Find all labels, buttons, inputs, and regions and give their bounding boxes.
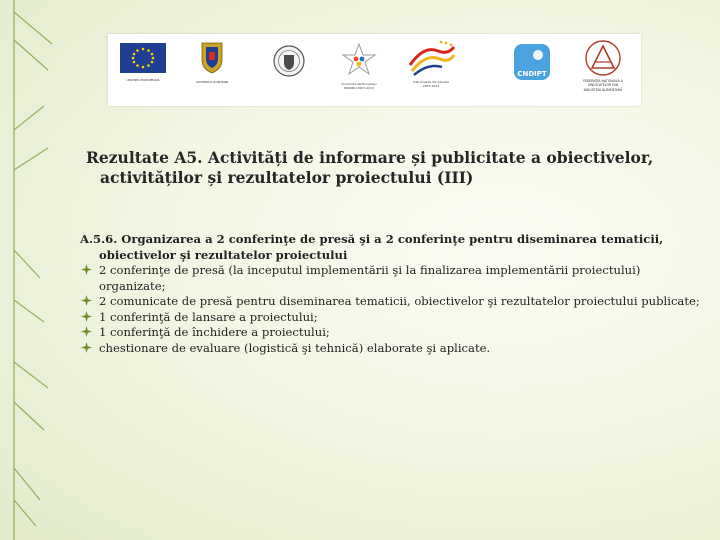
structural-instruments-caption: Instrumente Structurale 2007-2013	[413, 80, 449, 88]
activity-section	[80, 232, 710, 356]
romania-caption: GUVERNUL ROMÂNIEI	[195, 80, 229, 84]
list-item	[80, 263, 710, 294]
ministry-seal-icon	[272, 44, 306, 78]
partner-logos-banner	[108, 34, 641, 106]
slide-title-line-1: Rezultate A5. Activități de informare și publicitate a obiectivelor,	[86, 148, 654, 167]
eu-caption: UNIUNEA EUROPEANĂ	[126, 78, 160, 82]
list-item-text: 2 comunicate de presă pentru diseminarea tematicii, obiectivelor şi rezultatelor proiectului publicate;	[99, 294, 700, 308]
coat-of-arms-icon	[190, 40, 234, 74]
federation-logo	[570, 38, 636, 102]
activity-heading	[80, 232, 710, 263]
list-item	[80, 325, 710, 341]
list-item	[80, 310, 710, 326]
diamond-bullet-icon	[81, 326, 92, 337]
slide-title-line-2: activităților și rezultatelor proiectului (III)	[100, 168, 474, 187]
federation-caption: FEDERAŢIA NAŢIONALĂ A SINDICATELOR DIN INDUSTRIA ALIMENTARĂ	[583, 79, 623, 92]
decorative-lines	[0, 0, 60, 540]
eu-flag-icon	[120, 43, 166, 73]
diamond-bullet-icon	[81, 295, 92, 306]
structural-instruments-logo	[404, 39, 458, 97]
activity-heading-line-2: obiectivelor şi rezultatelor proiectului	[99, 247, 348, 262]
list-item	[80, 294, 710, 310]
list-item	[80, 341, 710, 357]
list-item-text: chestionare de evaluare (logistică şi tehnică) elaborate şi aplicate.	[99, 340, 491, 355]
results-list	[80, 263, 710, 356]
ministry-seal-logo	[272, 44, 306, 88]
list-item-text: 1 conferinţă de închidere a proiectului;	[99, 325, 330, 339]
activity-heading-line-1: A.5.6. Organizarea a 2 conferinţe de presă şi a 2 conferinţe pentru diseminarea tematicii,	[80, 232, 664, 246]
slide-title	[86, 148, 686, 188]
cndipt-badge-text: CNDIPT	[517, 70, 547, 78]
cndipt-logo	[512, 42, 552, 98]
fse-caption: Fondul Social European POSDRU 2007-2013	[341, 82, 377, 90]
diamond-bullet-icon	[81, 342, 92, 353]
diamond-bullet-icon	[81, 264, 92, 275]
federation-emblem-icon	[570, 38, 636, 78]
romania-government-logo	[190, 40, 234, 96]
list-item-text: 2 conferinţe de presă (la inceputul implementării şi la finalizarea implementării proiectului) organizate;	[99, 263, 641, 293]
diamond-bullet-icon	[81, 311, 92, 322]
fse-star-icon	[332, 41, 386, 79]
eu-logo	[120, 43, 166, 95]
structural-instruments-icon	[404, 39, 458, 77]
list-item-text: 1 conferinţă de lansare a proiectului;	[99, 309, 318, 324]
fse-logo	[332, 41, 386, 99]
cndipt-icon	[512, 42, 552, 82]
